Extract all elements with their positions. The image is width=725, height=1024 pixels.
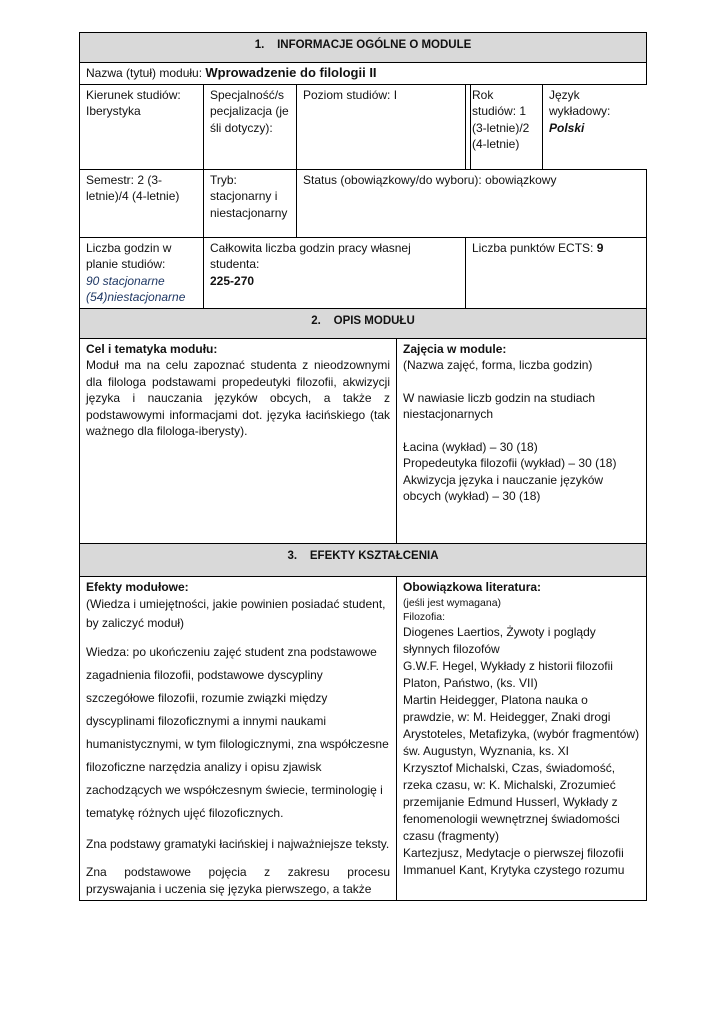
hours-label: Liczba godzin w planie studiów: [86, 240, 172, 271]
module-name-label: Nazwa (tytuł) modułu: [86, 66, 203, 80]
literature-item: G.W.F. Hegel, Wykłady z historii filozofii [403, 658, 613, 673]
field-of-study-cell [80, 84, 204, 169]
year-language-subtable: Rok studiów: 1 (3-letnie)/2 (4-letnie) Język wykładowy: Polski [466, 85, 543, 169]
literature-cell [397, 576, 647, 901]
field-of-study-label: Kierunek studiów: [86, 87, 181, 102]
study-year-label: Rok studiów: 1 (3-letnie)/2 (4-letnie) [472, 87, 530, 151]
ects-label: Liczba punktów ECTS: [472, 240, 594, 255]
semester-text: Semestr: 2 (3-letnie)/4 (4-letnie) [86, 172, 180, 203]
effects-cell [80, 576, 397, 901]
mode-cell [204, 169, 297, 237]
effects-acquisition: Zna podstawowe pojęcia z zakresu procesu przyswajania i uczenia się języka pierwszego, a także [86, 865, 390, 896]
total-hours-value: 225-270 [210, 273, 255, 288]
field-of-study-value: Iberystyka [86, 104, 141, 118]
hours-cell [80, 237, 204, 308]
status-cell [297, 169, 647, 237]
specialization-cell [204, 84, 297, 169]
hours-stationary: 90 stacjonarne [86, 273, 165, 288]
literature-item: Diogenes Laertios, Żywoty i poglądy słynnych filozofów [403, 624, 596, 656]
section1-header: 1. INFORMACJE OGÓLNE O MODULE [80, 33, 647, 63]
section2-header: 2. OPIS MODUŁU [80, 308, 647, 338]
class-item: Łacina (wykład) – 30 (18) [403, 439, 538, 454]
study-year-cell [466, 85, 543, 169]
literature-note: (jeśli jest wymagana) [403, 596, 502, 609]
literature-item: Martin Heidegger, Platona nauka o prawdzie, w: M. Heidegger, Znaki drogi [403, 692, 611, 724]
effects-latin: Zna podstawy gramatyki łacińskiej i najważniejsze teksty. [86, 837, 390, 851]
effects-title: Efekty modułowe: [86, 579, 189, 594]
status-text: Status (obowiązkowy/do wyboru): obowiązkowy [303, 172, 557, 187]
total-hours-cell [204, 237, 466, 308]
module-goal-cell [80, 338, 397, 543]
total-hours-label: Całkowita liczba godzin pracy własnej studenta: [210, 240, 411, 271]
literature-item: Immanuel Kant, Krytyka czystego rozumu [403, 862, 625, 877]
hours-extramural: (54)niestacjonarne [86, 290, 186, 304]
semester-cell [80, 169, 204, 237]
module-classes-title: Zajęcia w module: [403, 341, 507, 356]
literature-category: Filozofia: [403, 610, 446, 623]
section3-header: 3. EFEKTY KSZTAŁCENIA [80, 543, 647, 576]
module-name-value: Wprowadzenie do filologii II [205, 65, 377, 80]
module-goal-title: Cel i tematyka modułu: [86, 341, 218, 356]
literature-item: Arystoteles, Metafizyka, (wybór fragmentów) św. Augustyn, Wyznania, ks. XI [403, 726, 640, 758]
literature-item: Kartezjusz, Medytacje o pierwszej filozofii [403, 845, 624, 860]
module-name-cell [80, 63, 647, 85]
class-item: Propedeutyka filozofii (wykład) – 30 (18) [403, 456, 617, 470]
ects-cell [466, 237, 647, 308]
specialization-label: Specjalność/specjalizacja (jeśli dotyczy): [210, 87, 289, 135]
module-goal-text: Moduł ma na celu zapoznać studenta z nieodzownymi dla filologa podstawami propedeutyki filozofii, akwizycji języka i nauczania języków obcych, a także z podstawowymi informacjami dot. języka łacińskiego (tak ważnego dla filologa-iberysty). [86, 358, 390, 438]
module-info-table [79, 32, 647, 901]
mode-text: Tryb: stacjonarny i niestacjonarny [210, 172, 288, 220]
class-item: Akwizycja języka i nauczanie języków obcych (wykład) – 30 (18) [403, 472, 604, 503]
module-classes-note: W nawiasie liczb godzin na studiach niestacjonarnych [403, 390, 596, 421]
ects-value: 9 [596, 240, 604, 255]
effects-knowledge: Wiedza: po ukończeniu zajęć student zna podstawowe zagadnienia filozofii, podstawowe dyscypliny szczegółowe filozofii, rozumie związki między dyscyplinami filozoficznymi a innymi naukami humanistycznymi, w tym filologicznymi, zna współczesne filozoficzne narzędzia analizy i opisu zjawisk zachodzących we współczesnym świecie, terminologię i tematykę różnych ujęć filozoficznych. [86, 645, 389, 820]
module-classes-subtitle: (Nazwa zajęć, forma, liczba godzin) [403, 358, 593, 372]
study-level-label: Poziom studiów: I [303, 87, 398, 102]
document-page [79, 32, 646, 896]
literature-title: Obowiązkowa literatura: [403, 579, 542, 594]
effects-subtitle: (Wiedza i umiejętności, jakie powinien posiadać student, by zaliczyć moduł) [86, 597, 386, 630]
literature-item: Krzysztof Michalski, Czas, świadomość, rzeka czasu, w: K. Michalski, Zrozumieć przemijanie Edmund Husserl, Wykłady z fenomenologii wewnętrznej świadomości czasu (fragmenty) [403, 760, 620, 843]
lang-year-cell [466, 84, 611, 169]
study-level-cell [297, 84, 466, 169]
module-classes-cell [397, 338, 647, 543]
literature-item: Platon, Państwo, (ks. VII) [403, 675, 538, 690]
